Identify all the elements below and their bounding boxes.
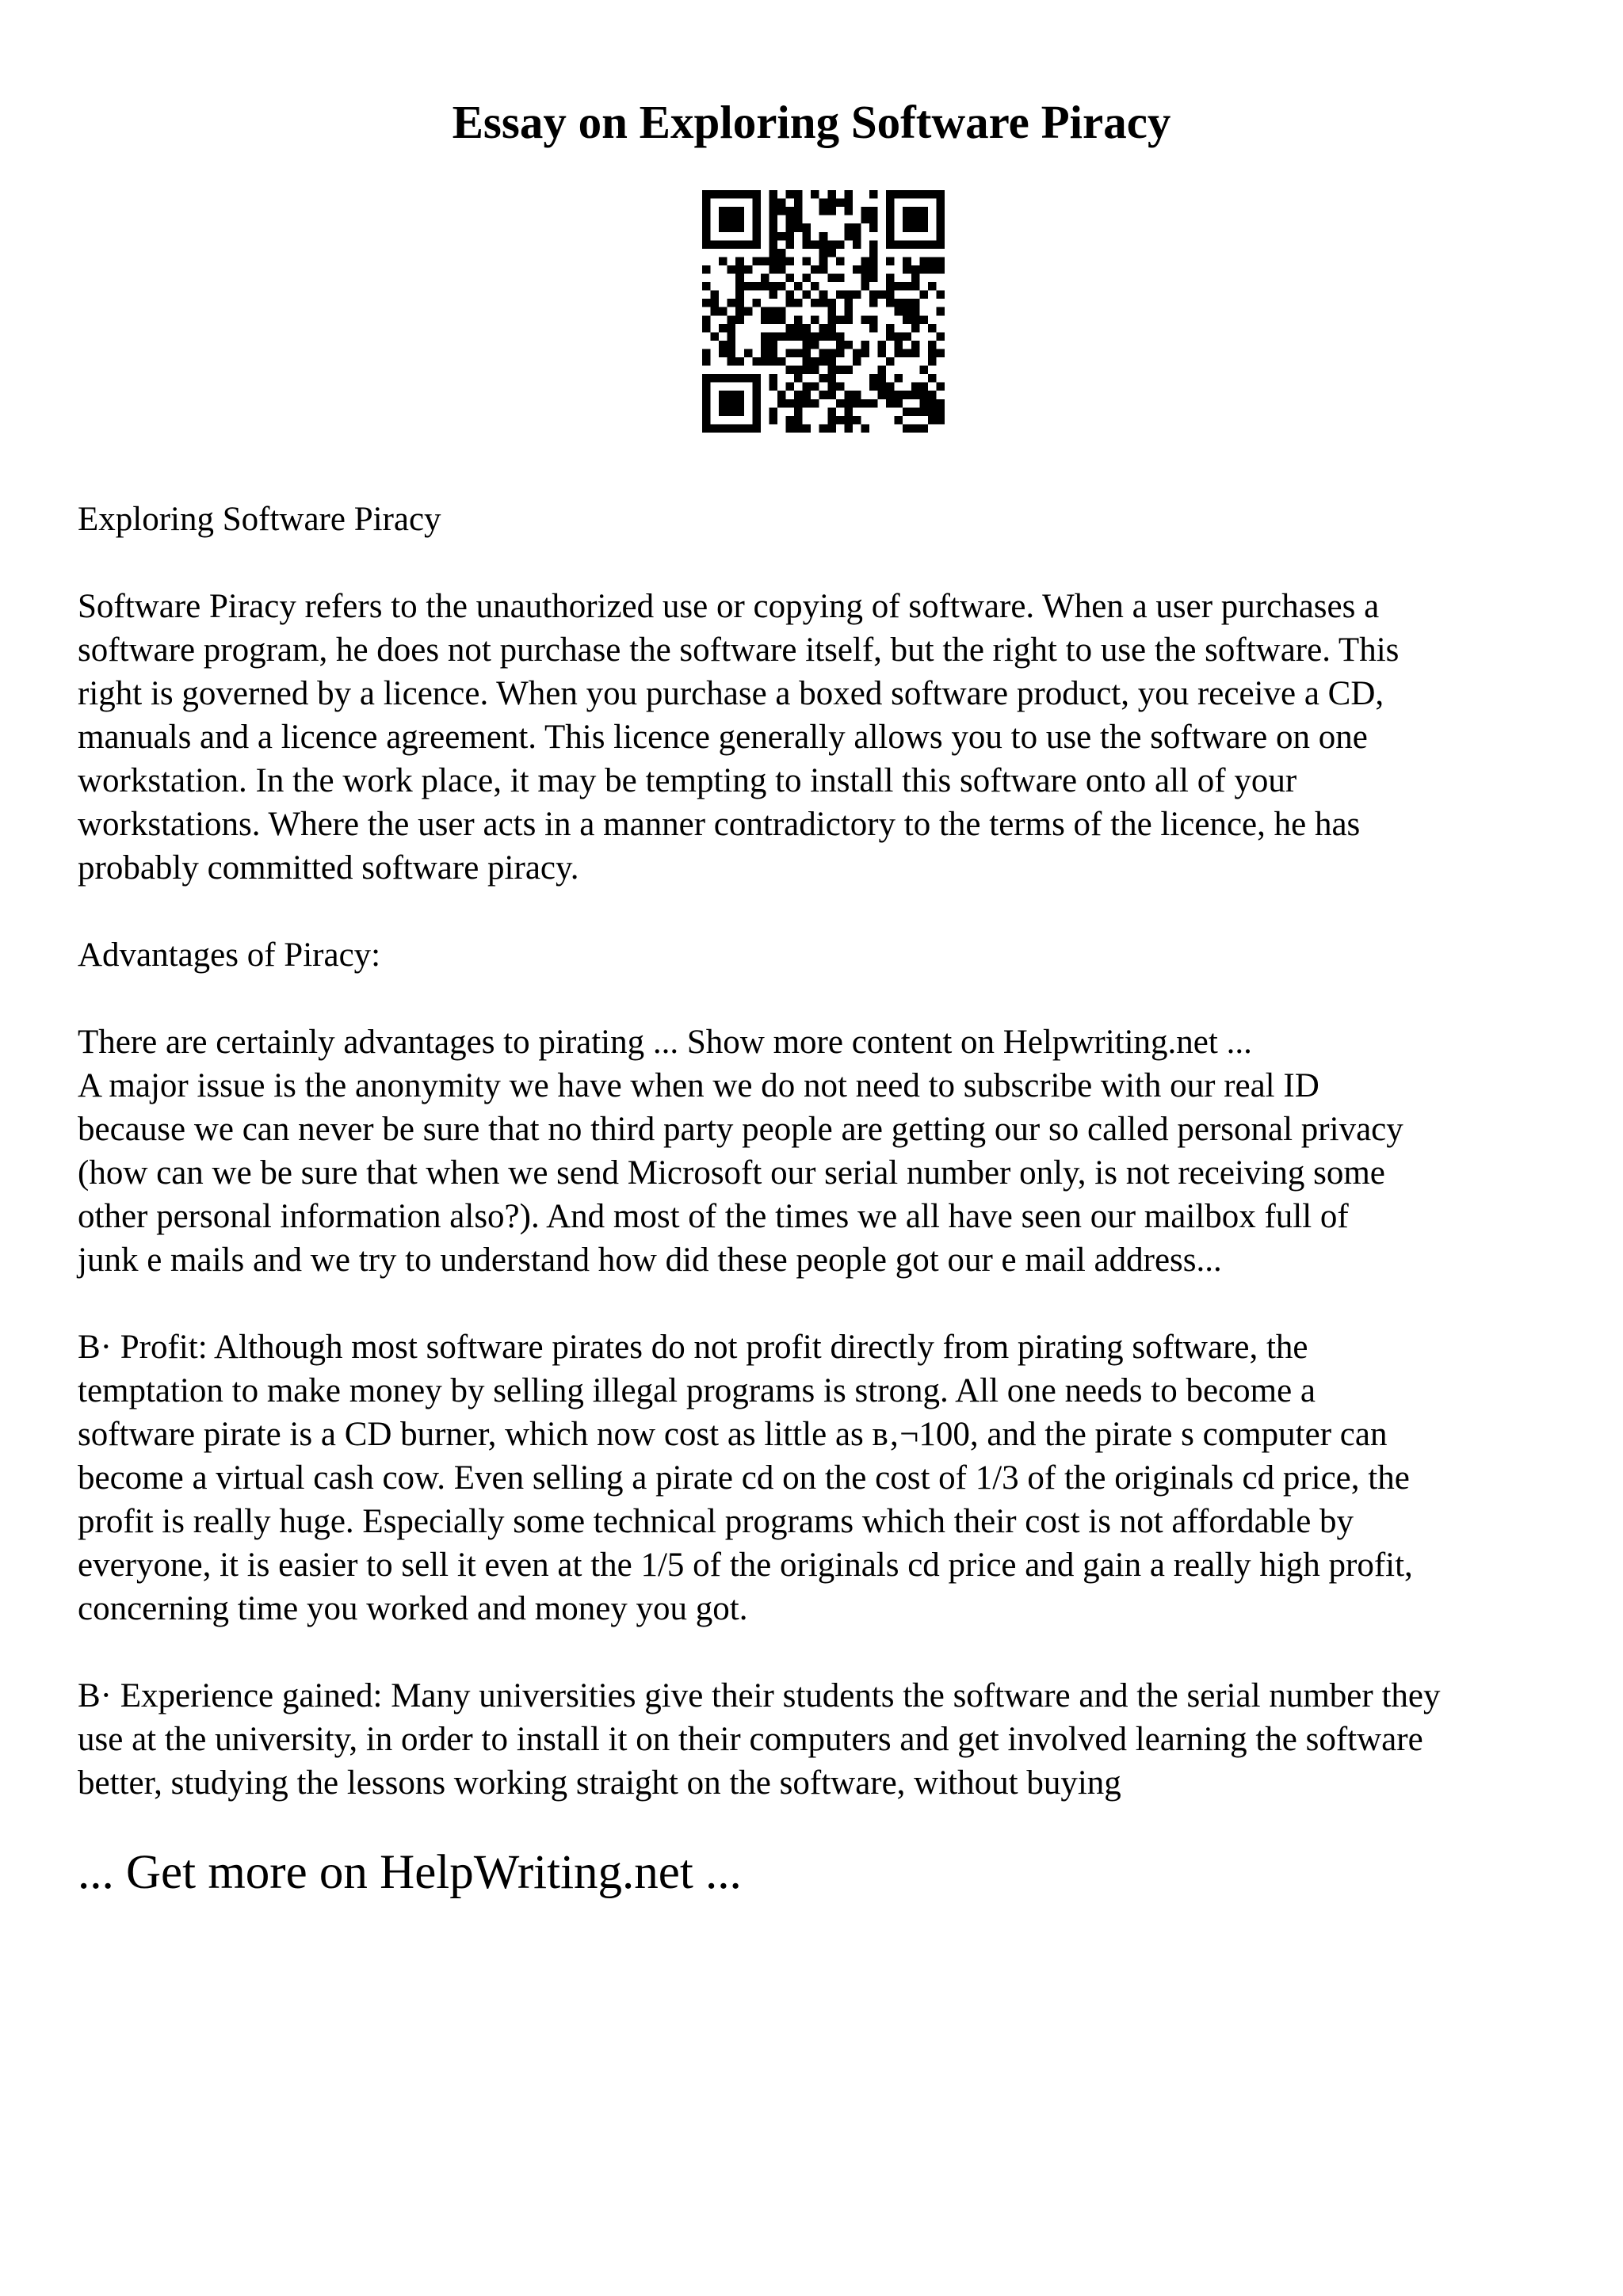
text-line: software pirate is a CD burner, which now cost as little as в‚¬100, and the pirate s computer can [78, 1416, 1388, 1453]
advantages-intro [78, 1020, 1568, 1064]
essay-body [78, 498, 1568, 1848]
paragraph-experience [78, 1674, 1568, 1805]
text-line: probably committed software piracy. [78, 849, 579, 887]
text-line: better, studying the lessons working straight on the software, without buying [78, 1764, 1121, 1802]
text-line: temptation to make money by selling illegal programs is strong. All one needs to become a [78, 1372, 1316, 1409]
page-title: Essay on Exploring Software Piracy [452, 96, 1171, 148]
text-line: B· Profit: Although most software pirates do not profit directly from pirating software, the [78, 1329, 1308, 1366]
text-line: manuals and a licence agreement. This licence generally allows you to use the software on one [78, 719, 1368, 756]
text-line: everyone, it is easier to sell it even at the 1/5 of the originals cd price and gain a really high profit, [78, 1547, 1413, 1584]
essay-heading: Exploring Software Piracy [78, 501, 441, 538]
text-line: other personal information also?). And most of the times we all have seen our mailbox full of [78, 1198, 1349, 1235]
qr-code-icon [702, 190, 945, 433]
show-more-link[interactable]: There are certainly advantages to pirating ... Show more content on Helpwriting.net ... [78, 1024, 1252, 1061]
advantages-heading: Advantages of Piracy: [78, 936, 381, 974]
text-line: workstation. In the work place, it may be tempting to install this software onto all of your [78, 762, 1297, 799]
text-line: B· Experience gained: Many universities give their students the software and the serial number they [78, 1677, 1441, 1714]
text-line: because we can never be sure that no third party people are getting our so called personal privacy [78, 1111, 1403, 1148]
text-line: Software Piracy refers to the unauthorized use or copying of software. When a user purchases a [78, 588, 1380, 625]
text-line: junk e mails and we try to understand how did these people got our e mail address... [78, 1241, 1222, 1279]
text-line: workstations. Where the user acts in a manner contradictory to the terms of the licence, he has [78, 806, 1361, 843]
paragraph-profit [78, 1325, 1568, 1630]
text-line: profit is really huge. Especially some technical programs which their cost is not affordable by [78, 1503, 1354, 1540]
text-line: A major issue is the anonymity we have when we do not need to subscribe with our real ID [78, 1067, 1319, 1104]
text-line: (how can we be sure that when we send Microsoft our serial number only, is not receiving some [78, 1154, 1385, 1192]
text-line: become a virtual cash cow. Even selling a pirate cd on the cost of 1/3 of the originals cd price, the [78, 1459, 1410, 1497]
text-line: software program, he does not purchase the software itself, but the right to use the software. This [78, 631, 1400, 669]
text-line: use at the university, in order to install it on their computers and get involved learning the software [78, 1721, 1423, 1758]
text-line: concerning time you worked and money you got. [78, 1590, 748, 1627]
text-line: right is governed by a licence. When you purchase a boxed software product, you receive a CD, [78, 675, 1384, 712]
paragraph-anonymity [78, 1064, 1568, 1282]
get-more-link[interactable]: ... Get more on HelpWriting.net ... [78, 1846, 742, 1899]
paragraph-definition [78, 585, 1568, 890]
